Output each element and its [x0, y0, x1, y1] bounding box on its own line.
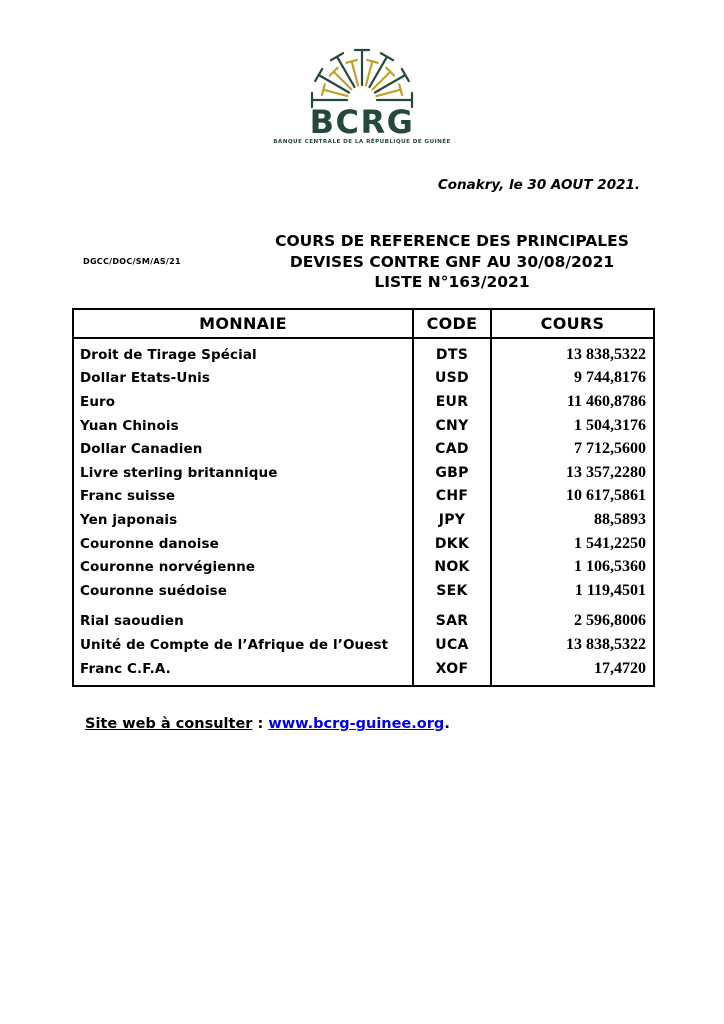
currency-code: SAR: [435, 613, 469, 630]
dateline: Conakry, le 30 AOUT 2021.: [437, 177, 640, 193]
footer-separator: :: [252, 716, 269, 732]
currency-rate: 88,5893: [594, 510, 646, 528]
currency-code: NOK: [434, 559, 470, 576]
currency-rate: 1 504,3176: [574, 416, 646, 434]
table-row: [74, 633, 653, 657]
currency-rate: 7 712,5600: [574, 440, 646, 458]
title-line-3: LISTE N°163/2021: [374, 273, 530, 291]
currency-name: Droit de Tirage Spécial: [80, 346, 257, 363]
table-body: [74, 339, 653, 685]
currency-code: DKK: [434, 535, 470, 552]
currency-code: DTS: [435, 346, 469, 363]
column-divider: [412, 310, 414, 685]
currency-name: Yuan Chinois: [80, 417, 179, 434]
table-row: [74, 390, 653, 414]
currency-rate: 10 617,5861: [566, 487, 646, 505]
currency-code: CNY: [435, 417, 469, 434]
table-row: [74, 532, 653, 556]
currency-code: SEK: [436, 582, 468, 599]
table-row: [74, 579, 653, 603]
currency-rate: 17,4720: [594, 659, 646, 677]
currency-name: Unité de Compte de l’Afrique de l’Ouest: [80, 636, 389, 653]
currency-code: JPY: [438, 511, 466, 528]
logo-rays-icon: [302, 42, 422, 110]
exchange-rate-table: [72, 308, 655, 687]
table-row: [74, 485, 653, 509]
table-row: [74, 343, 653, 367]
currency-rate: 1 106,5360: [574, 558, 646, 576]
table-row: [74, 367, 653, 391]
currency-rate: 13 357,2280: [566, 463, 646, 481]
footer-period: .: [444, 716, 450, 732]
currency-name: Couronne danoise: [80, 535, 219, 552]
currency-code: EUR: [435, 393, 469, 410]
table-row: [74, 657, 653, 681]
footer-label: Site web à consulter: [85, 716, 253, 732]
currency-name: Yen japonais: [80, 511, 178, 528]
currency-code: GBP: [435, 464, 469, 481]
currency-code: UCA: [435, 636, 469, 653]
table-row: [74, 461, 653, 485]
table-row: [74, 414, 653, 438]
currency-rate: 1 541,2250: [574, 534, 646, 552]
currency-rate: 1 119,4501: [574, 581, 646, 599]
header-code: CODE: [426, 314, 478, 333]
currency-rate: 9 744,8176: [574, 369, 646, 387]
table-row: [74, 508, 653, 532]
currency-code: XOF: [435, 660, 469, 677]
currency-name: Livre sterling britannique: [80, 464, 278, 481]
currency-code: USD: [435, 370, 469, 387]
header-monnaie: MONNAIE: [199, 314, 287, 333]
footer: [85, 716, 450, 732]
column-divider: [490, 310, 492, 685]
currency-code: CHF: [435, 488, 469, 505]
currency-name: Rial saoudien: [80, 613, 184, 630]
header-cours: COURS: [540, 314, 605, 333]
title-line-1: COURS DE REFERENCE DES PRINCIPALES: [275, 232, 629, 250]
currency-name: Franc C.F.A.: [80, 660, 171, 677]
table-row: [74, 437, 653, 461]
currency-name: Couronne norvégienne: [80, 559, 256, 576]
table-row: [74, 610, 653, 634]
logo-acronym: BCRG: [309, 103, 415, 141]
currency-rate: 13 838,5322: [566, 345, 646, 363]
currency-code: CAD: [435, 441, 469, 458]
reference-code: DGCC/DOC/SM/AS/21: [83, 257, 181, 266]
currency-rate: 13 838,5322: [566, 635, 646, 653]
document-title: [202, 231, 702, 293]
title-line-2: DEVISES CONTRE GNF AU 30/08/2021: [289, 252, 615, 271]
table-row: [74, 555, 653, 579]
currency-rate: 2 596,8006: [574, 612, 646, 630]
logo-tagline: BANQUE CENTRALE DE LA RÉPUBLIQUE DE GUINÉE: [273, 139, 451, 145]
website-link[interactable]: www.bcrg-guinee.org: [268, 716, 445, 732]
currency-name: Franc suisse: [80, 488, 176, 505]
currency-name: Dollar Canadien: [80, 441, 203, 458]
bcrg-logo: [0, 42, 724, 145]
currency-name: Dollar Etats-Unis: [80, 370, 211, 387]
currency-rate: 11 460,8786: [566, 392, 646, 410]
table-header-row: [74, 310, 653, 339]
currency-name: Couronne suédoise: [80, 582, 228, 599]
currency-name: Euro: [80, 393, 116, 410]
